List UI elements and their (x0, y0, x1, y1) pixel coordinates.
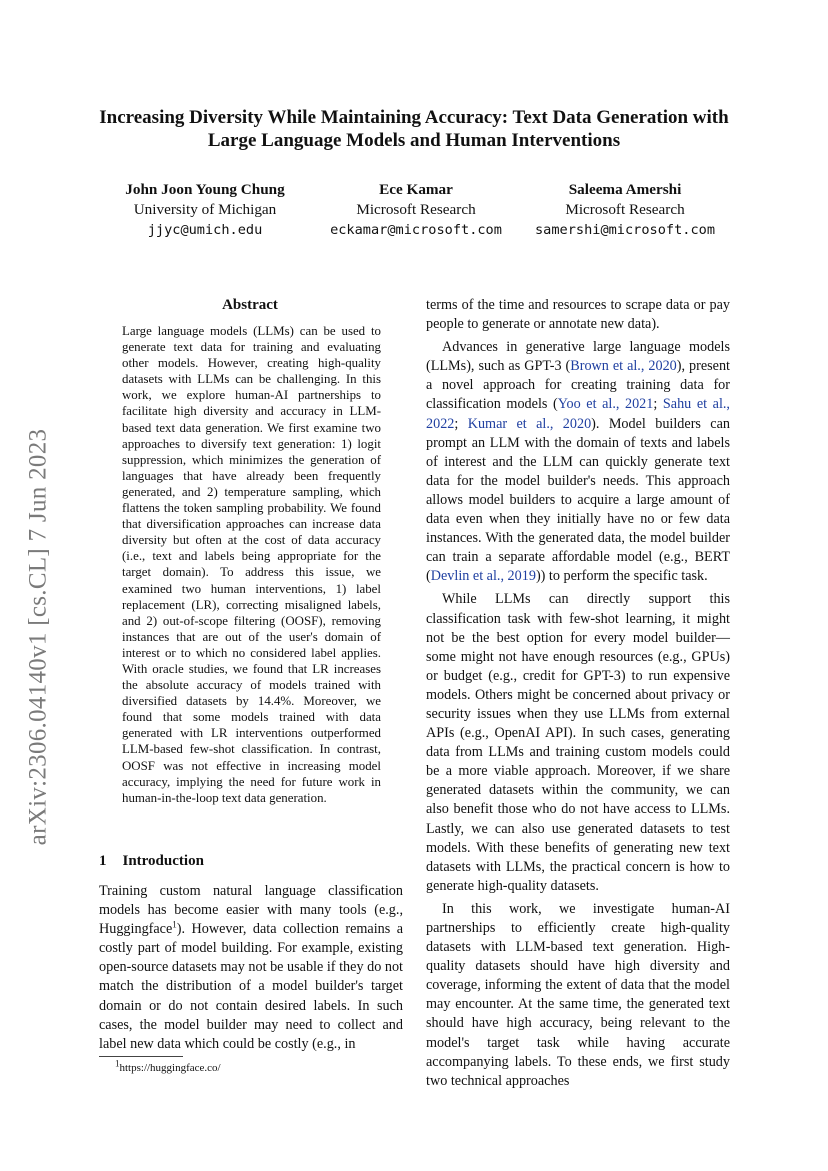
paragraph-text: )) to perform the specific task. (535, 568, 708, 585)
footnote-marker[interactable]: 1 (172, 919, 177, 930)
citation-link[interactable]: Sahu et al., 2022 (426, 396, 730, 432)
paragraph-few-shot: While LLMs can directly support this classification task with few-shot learning, it might not be the best option for every model builder—some might not have enough resources (e.g., GPUs) or budget (e.g., credit for GPT-3) to run expensive models. Others might be concerned about privacy or security issues when they use LLMs from external APIs (e.g., OpenAI API). In such cases, generating data from LLMs and training custom models could be a more viable approach. Moreover, if we share generated datasets within the community, we can also benefit those who do not have access to LLMs. Lastly, we can also use generated datasets to test models. With these benefits of generating new text datasets with LLMs, the practical concern is how to generate high-quality datasets. (426, 591, 730, 894)
author-email: eckamar@microsoft.com (330, 222, 502, 238)
section-heading-introduction (99, 853, 204, 870)
abstract-heading: Abstract (222, 297, 278, 313)
abstract-text: Large language models (LLMs) can be used to generate text data for training and evaluating other models. However, creating high-quality datasets with LLMs can be challenging. In this work, we explore human-AI partnerships to facilitate high diversity and accuracy in LLM-based text data generation. We first examine two approaches to diversify text generation: 1) logit suppression, which minimizes the generation of languages that have already been frequently generated, and 2) temperature sampling, which flattens the token sampling probability. We found that diversification approaches can increase data diversity but often at the cost of data accuracy (i.e., text and labels being appropriate for the target domain). To address this issue, we examined two human interventions, 1) label replacement (LR), correcting misaligned labels, and 2) out-of-scope filtering (OOSF), removing instances that are out of the user's domain of interest or to which no considered label applies. With oracle studies, we found that LR increases the absolute accuracy of models trained with diversified datasets by 14.4%. Moreover, we found that some models trained with data generated with LR interventions outperformed LLM-based few-shot classification. In contrast, OOSF was not effective in increasing model accuracy, implying the need for future work in human-in-the-loop text data generation. (122, 324, 381, 805)
section-number: 1 (99, 853, 107, 869)
author-name: John Joon Young Chung (125, 181, 285, 198)
paragraph-this-work: In this work, we investigate human-AI partnerships to efficiently create high-quality datasets with LLM-based text generation. High-quality datasets should have high diversity and coverage, informing the extent of data that the model may encounter. At the same time, the generated text should have high accuracy, being relevant to the model's target task while having accurate accompanying labels. To these ends, we first study two technical approaches (426, 900, 730, 1089)
paragraph-text: ; (653, 396, 663, 413)
paragraph-llm-advances (426, 338, 730, 586)
paragraph-text: Training custom natural language classification models has become easier with many tools (e.g., Huggingface (99, 883, 403, 938)
arxiv-identifier-text: arXiv:2306.04140v1 [cs.CL] 7 Jun 2023 (24, 428, 51, 846)
author-2 (316, 180, 516, 240)
author-1 (100, 180, 310, 240)
right-column (426, 296, 730, 1091)
citation-link[interactable]: Kumar et al., 2020 (467, 415, 592, 432)
citation-link[interactable]: Brown et al., 2020 (570, 358, 677, 375)
paragraph-text: ), present a novel approach for creating training data for classification models ( (426, 358, 730, 413)
citation-link[interactable]: Devlin et al., 2019 (430, 568, 536, 585)
paragraph-text: ; (454, 415, 468, 432)
paragraph-continuation: terms of the time and resources to scrape data or pay people to generate or annotate new data). (426, 297, 730, 333)
author-affiliation: Microsoft Research (356, 201, 476, 218)
citation-link[interactable]: Yoo et al., 2021 (557, 396, 654, 413)
footnote-number: 1 (115, 1058, 120, 1069)
paragraph-text: ). Model builders can prompt an LLM with the domain of texts and labels of interest and the LLM can quickly generate text data for the model builder's needs. This approach allows model builders to acquire a large amount of data even when they initially have no or few data instances. With the generated data, the model builder can train a separate affordable model (e.g., BERT ( (426, 415, 730, 585)
author-3 (515, 180, 735, 240)
section-title: Introduction (122, 853, 204, 869)
author-block (90, 180, 738, 250)
arxiv-identifier-stamp (8, 377, 68, 897)
author-affiliation: Microsoft Research (565, 201, 685, 218)
introduction-paragraph-1 (99, 882, 403, 1054)
author-email: jjyc@umich.edu (147, 222, 263, 238)
paragraph-text: Advances in generative large language models (LLMs), such as GPT-3 ( (426, 339, 730, 375)
author-email: samershi@microsoft.com (534, 222, 716, 238)
paragraph-text: ). However, data collection remains a costly part of model building. For example, existing open-source datasets may not be usable if they do not match the distribution of a model builder's target domain or do not contain desired labels. In such cases, the model builder may need to collect and label new data which could be costly (e.g., in (99, 921, 403, 1052)
paper-title: Increasing Diversity While Maintaining Accuracy: Text Data Generation with Large Language Models and Human Interventions (99, 107, 729, 151)
author-name: Saleema Amershi (568, 181, 682, 198)
author-name: Ece Kamar (379, 181, 453, 198)
author-affiliation: University of Michigan (133, 201, 277, 218)
footnote (115, 1058, 221, 1075)
footnote-divider (99, 1056, 183, 1057)
footnote-url[interactable]: https://huggingface.co/ (119, 1062, 221, 1074)
